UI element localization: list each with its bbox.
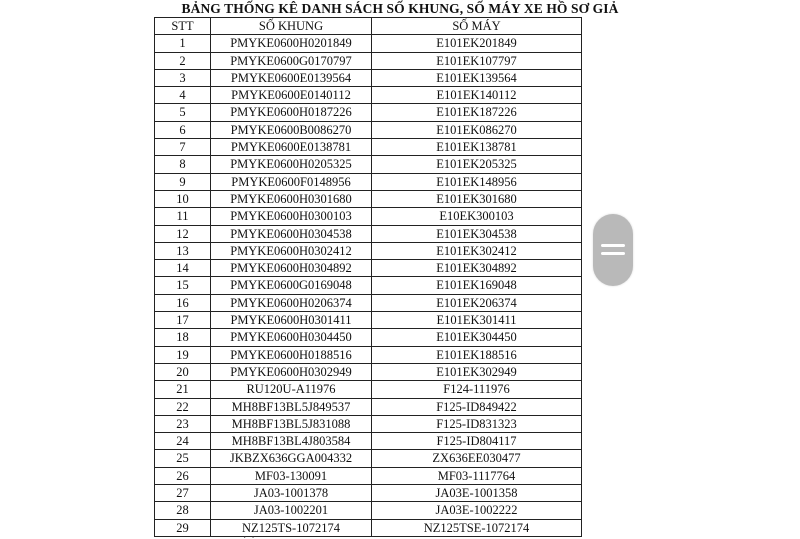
cell-so-khung: MH8BF13BL4J803584 <box>211 433 372 450</box>
cell-so-may: ZX636EE030477 <box>372 450 582 467</box>
table-row <box>155 519 582 536</box>
cell-so-khung: PMYKE0600H0304450 <box>211 329 372 346</box>
cell-stt: 17 <box>155 312 211 329</box>
cell-so-may: E101EK188516 <box>372 346 582 363</box>
cell-stt: 3 <box>155 69 211 86</box>
table-row <box>155 156 582 173</box>
cell-so-may: F125-ID831323 <box>372 415 582 432</box>
cell-so-khung: PMYKE0600H0300103 <box>211 208 372 225</box>
cell-so-khung: PMYKE0600H0187226 <box>211 104 372 121</box>
document-title: BẢNG THỐNG KÊ DANH SÁCH SỐ KHUNG, SỐ MÁY XE HỒ SƠ GIẢ <box>181 1 619 16</box>
cell-so-may: E101EK206374 <box>372 294 582 311</box>
cell-so-khung: PMYKE0600H0302412 <box>211 242 372 259</box>
cell-so-khung: PMYKE0600H0301680 <box>211 190 372 207</box>
cell-so-may: E101EK304538 <box>372 225 582 242</box>
table-row <box>155 52 582 69</box>
menu-lines-icon-bar <box>601 252 625 255</box>
cell-so-may: E101EK139564 <box>372 69 582 86</box>
table-row <box>155 381 582 398</box>
table-row <box>155 190 582 207</box>
table-row <box>155 467 582 484</box>
cell-so-may: E101EK301411 <box>372 312 582 329</box>
table-row <box>155 398 582 415</box>
cell-so-may: MF03-1117764 <box>372 467 582 484</box>
cell-so-may: E101EK148956 <box>372 173 582 190</box>
cell-so-may: E101EK304450 <box>372 329 582 346</box>
table-row <box>155 450 582 467</box>
cell-so-may: E101EK107797 <box>372 52 582 69</box>
cell-so-khung: PMYKE0600H0304538 <box>211 225 372 242</box>
cut-off-footer-text: · ́ · <box>243 533 255 539</box>
cell-so-may: JA03E-1002222 <box>372 502 582 519</box>
cell-stt: 26 <box>155 467 211 484</box>
column-header-so-may: SỐ MÁY <box>372 18 582 35</box>
cell-so-may: E101EK140112 <box>372 87 582 104</box>
cell-so-khung: NZ125TS-1072174 <box>211 519 372 536</box>
cell-so-khung: JA03-1001378 <box>211 485 372 502</box>
cell-so-may: E101EK169048 <box>372 277 582 294</box>
menu-lines-icon <box>601 244 625 247</box>
cell-stt: 22 <box>155 398 211 415</box>
cell-stt: 16 <box>155 294 211 311</box>
cell-stt: 29 <box>155 519 211 536</box>
cell-stt: 5 <box>155 104 211 121</box>
cell-so-khung: PMYKE0600H0304892 <box>211 260 372 277</box>
table-row <box>155 277 582 294</box>
cell-so-may: F125-ID804117 <box>372 433 582 450</box>
cell-so-may: E101EK205325 <box>372 156 582 173</box>
cell-so-may: NZ125TSE-1072174 <box>372 519 582 536</box>
cell-stt: 23 <box>155 415 211 432</box>
table-row <box>155 35 582 52</box>
cell-so-khung: PMYKE0600G0170797 <box>211 52 372 69</box>
table-row <box>155 415 582 432</box>
cell-so-khung: MH8BF13BL5J831088 <box>211 415 372 432</box>
cell-so-khung: PMYKE0600H0301411 <box>211 312 372 329</box>
vehicle-list-table <box>154 17 582 537</box>
cell-so-khung: PMYKE0600B0086270 <box>211 121 372 138</box>
cell-so-khung: PMYKE0600E0138781 <box>211 139 372 156</box>
cell-stt: 13 <box>155 242 211 259</box>
cell-so-may: E10EK300103 <box>372 208 582 225</box>
cell-stt: 12 <box>155 225 211 242</box>
cell-stt: 25 <box>155 450 211 467</box>
cell-so-may: E101EK086270 <box>372 121 582 138</box>
column-header-stt: STT <box>155 18 211 35</box>
cell-so-may: E101EK302412 <box>372 242 582 259</box>
cell-so-khung: PMYKE0600H0302949 <box>211 363 372 380</box>
cell-so-may: JA03E-1001358 <box>372 485 582 502</box>
cell-so-khung: PMYKE0600H0205325 <box>211 156 372 173</box>
table-row <box>155 312 582 329</box>
cell-stt: 6 <box>155 121 211 138</box>
cell-so-may: E101EK201849 <box>372 35 582 52</box>
table-body <box>155 35 582 537</box>
cell-stt: 18 <box>155 329 211 346</box>
cell-so-may: E101EK301680 <box>372 190 582 207</box>
table-row <box>155 294 582 311</box>
cell-so-khung: PMYKE0600E0140112 <box>211 87 372 104</box>
table-row <box>155 208 582 225</box>
table-row <box>155 69 582 86</box>
cell-stt: 9 <box>155 173 211 190</box>
scroll-handle[interactable] <box>593 214 633 286</box>
cell-so-khung: JA03-1002201 <box>211 502 372 519</box>
table-row <box>155 104 582 121</box>
cell-stt: 8 <box>155 156 211 173</box>
table-row <box>155 121 582 138</box>
cell-so-may: E101EK187226 <box>372 104 582 121</box>
cell-stt: 4 <box>155 87 211 104</box>
table-row <box>155 433 582 450</box>
cell-so-may: F124-111976 <box>372 381 582 398</box>
table-row <box>155 502 582 519</box>
cell-so-may: E101EK302949 <box>372 363 582 380</box>
cell-stt: 15 <box>155 277 211 294</box>
table-row <box>155 485 582 502</box>
cell-stt: 7 <box>155 139 211 156</box>
cell-so-khung: PMYKE0600G0169048 <box>211 277 372 294</box>
cell-stt: 28 <box>155 502 211 519</box>
cell-so-khung: PMYKE0600H0206374 <box>211 294 372 311</box>
cell-stt: 14 <box>155 260 211 277</box>
cell-so-may: E101EK138781 <box>372 139 582 156</box>
cell-so-khung: PMYKE0600H0201849 <box>211 35 372 52</box>
table-row <box>155 329 582 346</box>
cell-so-khung: RU120U-A11976 <box>211 381 372 398</box>
table-row <box>155 139 582 156</box>
table-row <box>155 242 582 259</box>
column-header-so-khung: SỐ KHUNG <box>211 18 372 35</box>
table-row <box>155 173 582 190</box>
table-row <box>155 87 582 104</box>
cell-so-khung: MH8BF13BL5J849537 <box>211 398 372 415</box>
table-row <box>155 260 582 277</box>
cell-so-khung: PMYKE0600E0139564 <box>211 69 372 86</box>
cell-so-may: E101EK304892 <box>372 260 582 277</box>
cell-so-khung: MF03-130091 <box>211 467 372 484</box>
cell-stt: 19 <box>155 346 211 363</box>
cell-stt: 2 <box>155 52 211 69</box>
table-row <box>155 363 582 380</box>
cell-so-may: F125-ID849422 <box>372 398 582 415</box>
cell-stt: 21 <box>155 381 211 398</box>
table-header-row <box>155 18 582 35</box>
cell-stt: 10 <box>155 190 211 207</box>
cell-stt: 1 <box>155 35 211 52</box>
cell-stt: 20 <box>155 363 211 380</box>
table-row <box>155 225 582 242</box>
cell-so-khung: PMYKE0600F0148956 <box>211 173 372 190</box>
cell-stt: 27 <box>155 485 211 502</box>
cell-stt: 11 <box>155 208 211 225</box>
cell-so-khung: PMYKE0600H0188516 <box>211 346 372 363</box>
cell-so-khung: JKBZX636GGA004332 <box>211 450 372 467</box>
table-row <box>155 346 582 363</box>
cell-stt: 24 <box>155 433 211 450</box>
